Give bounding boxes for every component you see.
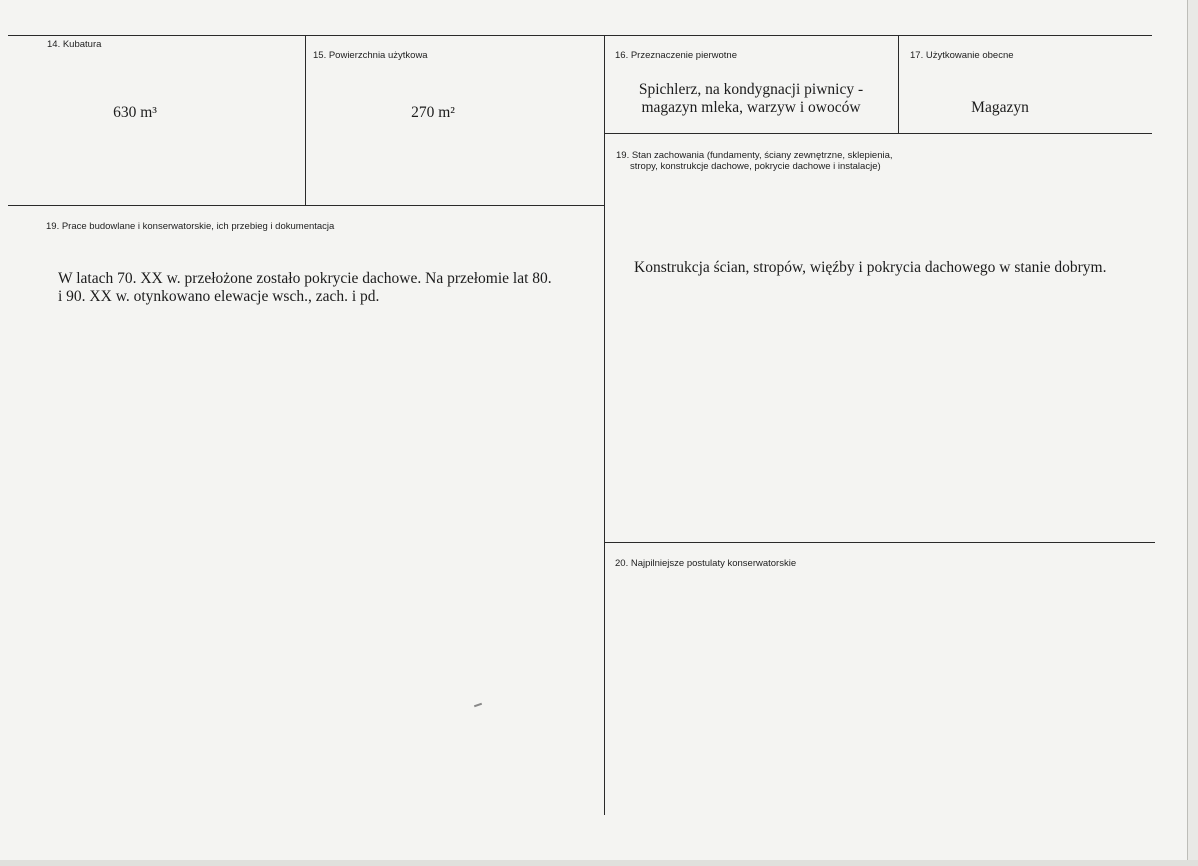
original-purpose-value-line1: Spichlerz, na kondygnacji piwnicy - bbox=[638, 81, 864, 98]
condition-label-line2: stropy, konstrukcje dachowe, pokrycie dachowe i instalacje) bbox=[630, 161, 881, 172]
usable-area-value: 270 m² bbox=[411, 104, 455, 121]
current-use-label: 17. Użytkowanie obecne bbox=[910, 50, 1014, 61]
rule-above-20 bbox=[604, 542, 1155, 543]
condition-value: Konstrukcja ścian, stropów, więźby i pokrycia dachowego w stanie dobrym. bbox=[634, 259, 1107, 276]
cubature-value: 630 m³ bbox=[113, 104, 157, 121]
works-value-line1: W latach 70. XX w. przełożone zostało pokrycie dachowe. Na przełomie lat 80. bbox=[58, 270, 552, 287]
divider-14-15 bbox=[305, 35, 306, 206]
condition-label-line1: 19. Stan zachowania (fundamenty, ściany zewnętrzne, sklepienia, bbox=[616, 150, 893, 161]
cubature-label: 14. Kubatura bbox=[47, 39, 102, 50]
original-purpose-value-line2: magazyn mleka, warzyw i owoców bbox=[641, 99, 861, 116]
divider-16-17 bbox=[898, 35, 899, 134]
rule-below-14-15 bbox=[8, 205, 605, 206]
scan-speck bbox=[474, 703, 482, 708]
rule-below-16-17 bbox=[604, 133, 1152, 134]
original-purpose-label: 16. Przeznaczenie pierwotne bbox=[615, 50, 737, 61]
scan-edge-bottom bbox=[0, 860, 1198, 866]
center-divider bbox=[604, 35, 605, 815]
usable-area-label: 15. Powierzchnia użytkowa bbox=[313, 50, 428, 61]
works-value-line2: i 90. XX w. otynkowano elewacje wsch., zach. i pd. bbox=[58, 288, 380, 305]
top-rule bbox=[8, 35, 1152, 36]
postulates-label: 20. Najpilniejsze postulaty konserwatorskie bbox=[615, 558, 797, 569]
works-label: 19. Prace budowlane i konserwatorskie, ich przebieg i dokumentacja bbox=[46, 221, 335, 232]
current-use-value: Magazyn bbox=[971, 99, 1029, 116]
scan-edge-right bbox=[1187, 0, 1198, 866]
